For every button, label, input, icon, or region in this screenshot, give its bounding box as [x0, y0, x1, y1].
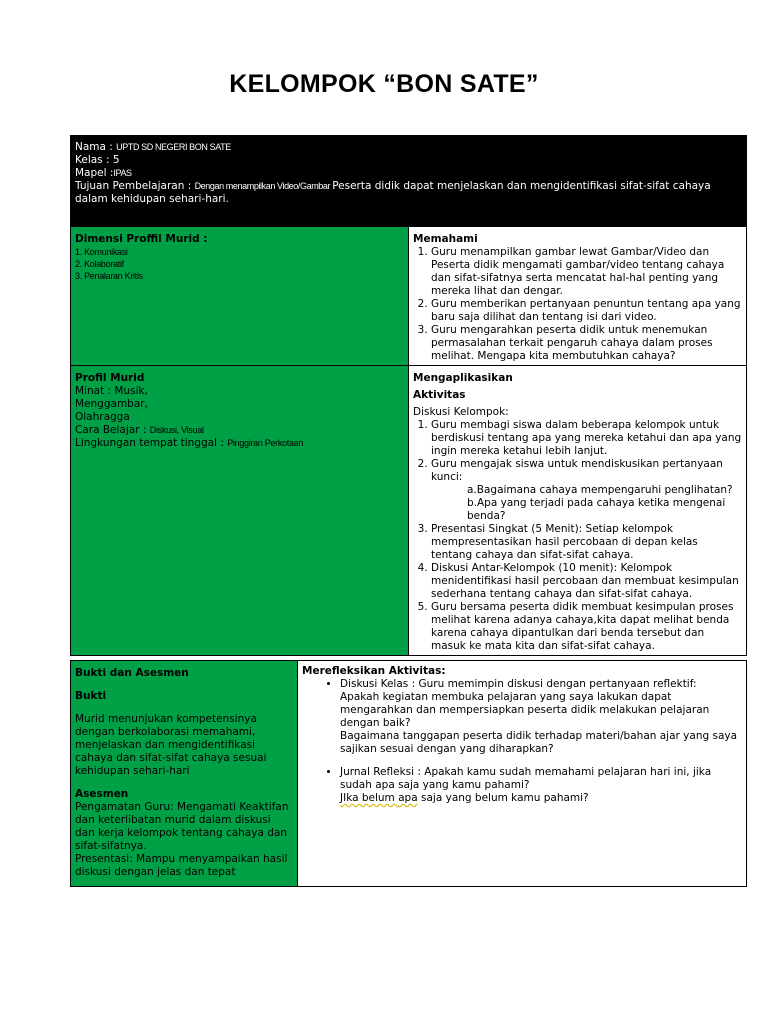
memahami-list [413, 246, 742, 363]
list-item [340, 766, 742, 805]
nama-value: UPTD SD NEGERI BON SATE [116, 142, 231, 152]
dimensi-profil-cell [71, 227, 409, 366]
bukti-asesmen-title: Bukti dan Asesmen [75, 667, 189, 679]
spellcheck-word: JIka belum [340, 792, 399, 804]
asesmen-title: Asesmen [75, 788, 129, 800]
reflection-question [340, 792, 742, 805]
list-item: 2. Guru memberikan pertanyaan penuntun tentang apa yang baru saja dilihat dan tentang isi dari video. [431, 298, 742, 324]
list-item-text: • Jurnal Refleksi : Apakah kamu sudah memahami pelajaran hari ini, jika sudah apa saja yang kamu pahami? [340, 766, 712, 791]
list-item: 5. Guru bersama peserta didik membuat kesimpulan proses melihat karena adanya cahaya,kita dapat melihat benda karena cahaya dipantulkan dari benda tersebut dan masuk ke mata kita dan sifat-sifat cahaya. [431, 601, 742, 653]
sub-question: b.Apa yang terjadi pada cahaya ketika mengenai benda? [467, 497, 726, 522]
tujuan-line [75, 180, 742, 206]
refleksi-list [302, 678, 742, 756]
header-block [71, 136, 747, 227]
cara-value: Diskusi, Visual [149, 425, 204, 435]
cara-belajar-line [75, 424, 404, 437]
profil-murid-cell [71, 366, 409, 656]
kelas-line: Kelas : 5 [75, 154, 120, 166]
memahami-title: Memahami [413, 233, 478, 245]
mengaplikasikan-title: Mengaplikasikan [413, 372, 513, 384]
aktivitas-list [413, 419, 742, 653]
nama-line [75, 141, 742, 154]
reflection-question: Bagaimana tanggapan peserta didik terhadap materi/bahan ajar yang saya sajikan sesuai dengan yang diharapkan? [340, 730, 738, 755]
dimensi-item: 3. Penalaran Kritis [75, 271, 143, 281]
mapel-value: IPAS [113, 168, 132, 178]
tujuan-label: Tujuan Pembelajaran : [75, 180, 195, 192]
merefleksikan-cell [298, 661, 747, 887]
list-item: 3. Presentasi Singkat (5 Menit): Setiap kelompok mempresentasikan hasil percobaan di depan kelas tentang cahaya dan sifat-sifat cahaya. [431, 523, 742, 562]
merefleksikan-title: Merefleksikan Aktivitas: [302, 665, 446, 677]
list-item-text: Guru mengajak siswa untuk mendiskusikan pertanyaan kunci: [431, 458, 723, 483]
minat-line: Olahragga [75, 411, 130, 423]
mapel-line [75, 167, 742, 180]
bukti-text: Murid menunjukan kompetensinya dengan berkolaborasi memahami, menjelaskan dan mengidentifikasi cahaya dan sifat-sifat cahaya sesuai kehidupan sehari-hari [75, 713, 267, 777]
page-title: KELOMPOK “BON SATE” [229, 70, 539, 98]
spellcheck-word: apa [398, 792, 418, 804]
tujuan-text: Peserta didik dapat menjelaskan dan mengidentifikasi sifat-sifat cahaya dalam kehidupan sehari-hari. [75, 180, 711, 205]
list-item: 1. Guru membagi siswa dalam beberapa kelompok untuk berdiskusi tentang apa yang mereka ketahui dan apa yang ingin mereka ketahui lebih lanjut. [431, 419, 742, 458]
mengaplikasikan-cell [409, 366, 747, 656]
refleksi-list [302, 766, 742, 805]
list-item [431, 458, 742, 523]
aktivitas-title: Aktivitas [413, 389, 466, 401]
lingkungan-label: Lingkungan tempat tinggal : [75, 437, 228, 449]
list-item-text: • Diskusi Kelas : Guru memimpin diskusi dengan pertanyaan reflektif: [340, 678, 697, 690]
lingkungan-value: Pinggiran Perkotaan [227, 438, 304, 448]
sub-question: a.Bagaimana cahaya mempengaruhi penglihatan? [467, 484, 733, 496]
cara-label: Cara Belajar : [75, 424, 150, 436]
nama-label: Nama : [75, 141, 117, 153]
profil-title: Profil Murid [75, 372, 145, 384]
list-item [340, 678, 742, 756]
lingkungan-line [75, 437, 404, 450]
bukti-asesmen-cell [71, 661, 298, 887]
list-item: 4. Diskusi Antar-Kelompok (10 menit): Kelompok menidentifikasi hasil percobaan dan membuat kesimpulan sederhana tentang cahaya dan sifat-sifat cahaya. [431, 562, 742, 601]
memahami-cell [409, 227, 747, 366]
asesmen-text: Presentasi: Mampu menyampaikan hasil diskusi dengan jelas dan tepat [75, 853, 288, 878]
diskusi-intro: Diskusi Kelompok: [413, 406, 509, 418]
reflection-question: Apakah kegiatan membuka pelajaran yang saya lakukan dapat mengarahkan dan mempersiapkan peserta didik melakukan pelajaran dengan baik? [340, 691, 710, 729]
lesson-table-top [70, 135, 747, 656]
list-item: 1. Guru menampilkan gambar lewat Gambar/Video dan Peserta didik mengamati gambar/video tentang cahaya dan sifat-sifatnya serta mencatat hal-hal penting yang mereka lihat dan dengar. [431, 246, 742, 298]
asesmen-text: Pengamatan Guru: Mengamati Keaktifan dan keterlibatan murid dalam diskusi dan kerja kelompok tentang cahaya dan sifat-sifatnya. [75, 801, 289, 852]
mapel-label: Mapel : [75, 167, 114, 179]
minat-line: Menggambar, [75, 398, 148, 410]
dimensi-title: Dimensi Proffil Murid : [75, 233, 208, 245]
minat-line: Minat : Musik, [75, 385, 148, 397]
bukti-title: Bukti [75, 690, 107, 702]
list-item: 3. Guru mengarahkan peserta didik untuk menemukan permasalahan terkait pengaruh cahaya dalam proses melihat. Mengapa kita membutuhkan cahaya? [431, 324, 742, 363]
dimensi-item: 1. Komunikasi [75, 247, 128, 257]
tujuan-small: Dengan menampilkan Video/Gambar [194, 181, 333, 191]
lesson-table-bottom [70, 660, 747, 887]
dimensi-item: 2. Kolaboratif [75, 259, 124, 269]
question-text: saja yang belum kamu pahami? [417, 792, 589, 804]
